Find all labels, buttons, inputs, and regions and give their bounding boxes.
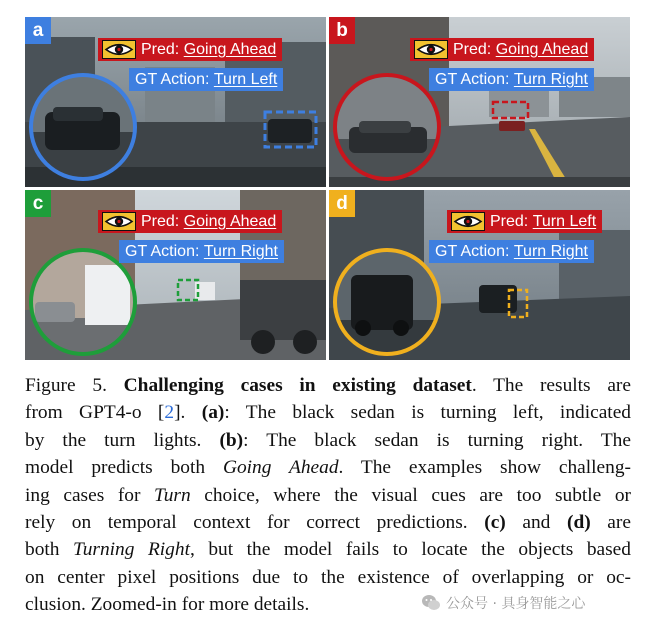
panel-b: [329, 17, 630, 187]
caption-line: [25, 372, 631, 399]
caption-line: [25, 454, 631, 481]
citation-link[interactable]: 2: [164, 402, 175, 424]
gt-prefix: GT Action:: [135, 71, 210, 88]
pred-label: [447, 210, 602, 233]
panel-letter: d: [329, 190, 355, 217]
caption-emphasis: Going Ahead: [222, 457, 339, 479]
caption-text: both: [25, 539, 73, 561]
caption-line: [25, 399, 631, 426]
caption-text: : The black sedan is turning left, indicated: [224, 402, 632, 424]
caption-title: Challenging cases in existing dataset: [123, 375, 472, 396]
gt-value: Turn Right: [513, 243, 588, 260]
caption-text: , but the model fails to locate the objects based: [189, 539, 631, 561]
pred-value: Going Ahead: [183, 41, 277, 58]
panel-letter: c: [25, 190, 51, 217]
figure-grid: [25, 17, 630, 360]
gt-value: Turn Left: [213, 71, 278, 88]
gt-action-label: [429, 240, 594, 263]
panel-a: [25, 17, 326, 187]
caption-text: by the turn lights.: [25, 429, 220, 451]
eye-icon: [451, 212, 485, 231]
pred-value: Turn Left: [532, 213, 597, 230]
wechat-icon: [421, 593, 441, 613]
caption-text: . The results are: [471, 375, 631, 396]
caption-label-d: (d): [566, 511, 591, 533]
caption-line: [25, 482, 631, 509]
pred-prefix: Pred:: [490, 213, 529, 230]
pred-label: [410, 38, 594, 61]
caption-emphasis: Turn: [154, 484, 191, 506]
gt-value: Turn Right: [513, 71, 588, 88]
caption-text: rely on temporal context for correct predictions.: [25, 511, 485, 533]
pred-label: [98, 38, 282, 61]
pred-prefix: Pred:: [141, 213, 180, 230]
eye-icon: [414, 40, 448, 59]
caption-text: ].: [174, 402, 202, 424]
pred-prefix: Pred:: [141, 41, 180, 58]
gt-value: Turn Right: [203, 243, 278, 260]
gt-action-label: [429, 68, 594, 91]
caption-text: model predicts both: [25, 457, 223, 479]
caption-line: on center pixel positions due to the existence of overlapping or oc-: [25, 566, 631, 588]
watermark-text: 公众号 · 具身智能之心: [446, 596, 586, 612]
caption-text: and: [505, 511, 567, 533]
pred-label: [98, 210, 282, 233]
caption-line: [25, 536, 631, 563]
panel-c: [25, 190, 326, 360]
caption-line: clusion. Zoomed-in for more details.: [25, 594, 310, 616]
caption-text: from GPT4-o [: [25, 402, 165, 424]
eye-icon: [102, 212, 136, 231]
panel-letter: a: [25, 17, 51, 44]
caption-text: . The examples show challeng-: [338, 457, 631, 479]
caption-line: [25, 509, 631, 536]
panel-letter: b: [329, 17, 355, 44]
figure-caption: [25, 372, 631, 619]
gt-prefix: GT Action:: [435, 71, 510, 88]
eye-icon: [102, 40, 136, 59]
caption-text: choice, where the visual cues are too subtle or: [190, 484, 631, 506]
panel-d: [329, 190, 630, 360]
pred-value: Going Ahead: [495, 41, 589, 58]
caption-label-b: (b): [219, 429, 244, 451]
caption-text: are: [590, 511, 631, 533]
gt-prefix: GT Action:: [125, 243, 200, 260]
gt-action-label: [129, 68, 283, 91]
gt-prefix: GT Action:: [435, 243, 510, 260]
caption-emphasis: Turning Right: [73, 539, 190, 561]
caption-text: : The black sedan is turning right. The: [243, 429, 631, 451]
figure-number: Figure 5.: [25, 375, 124, 396]
watermark: [421, 590, 585, 616]
caption-text: ing cases for: [25, 484, 155, 506]
gt-action-label: [119, 240, 284, 263]
pred-prefix: Pred:: [453, 41, 492, 58]
pred-value: Going Ahead: [183, 213, 277, 230]
caption-line: [25, 427, 631, 454]
caption-label-a: (a): [201, 402, 225, 424]
caption-label-c: (c): [484, 511, 506, 533]
